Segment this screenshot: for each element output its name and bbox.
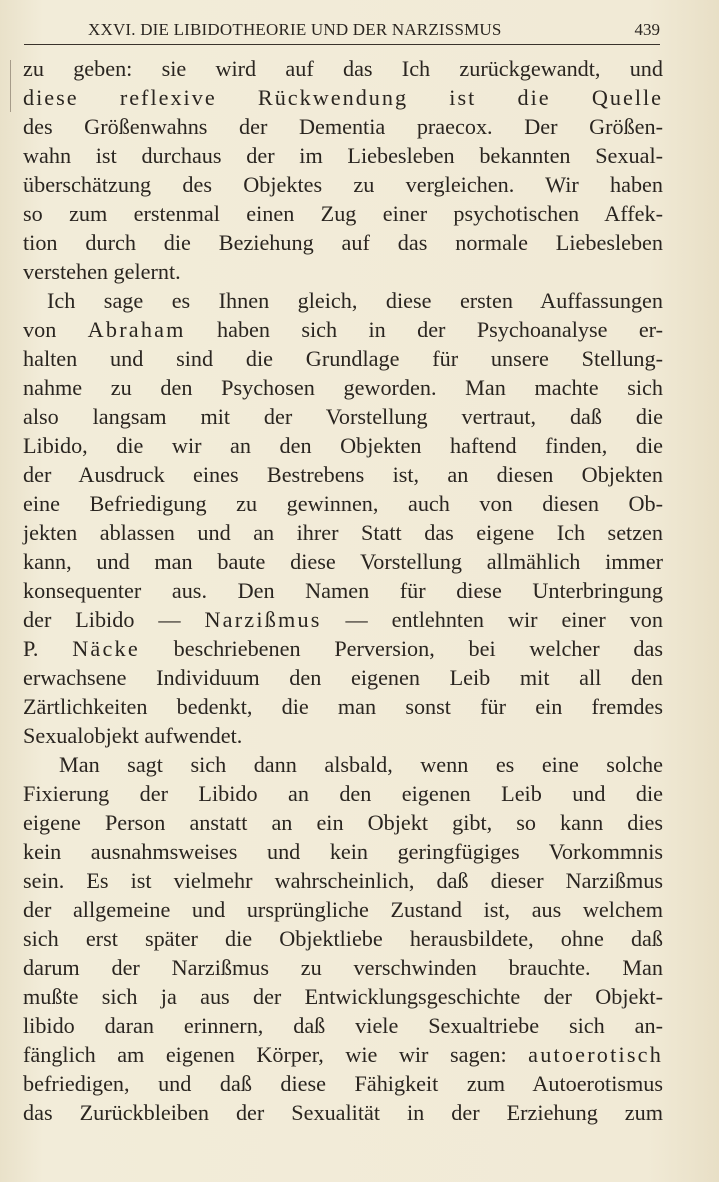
text-line: überschätzung des Objektes zu vergleichen. Wir haben — [23, 172, 663, 197]
text-line: diese reflexive Rückwendung ist die Quelle — [23, 85, 663, 110]
text-line: kein ausnahmsweises und kein geringfügiges Vorkommnis — [23, 839, 663, 864]
text-line — [23, 634, 663, 663]
text-line: so zum erstenmal einen Zug einer psychotischen Affek- — [23, 201, 663, 226]
text-line — [23, 605, 663, 634]
text-line: des Größenwahns der Dementia praecox. Der Größen- — [23, 114, 663, 139]
text-line: Fixierung der Libido an den eigenen Leib und die — [23, 781, 663, 806]
text-line: eine Befriedigung zu gewinnen, auch von diesen Ob- — [23, 491, 663, 516]
text-line: der allgemeine und ursprüngliche Zustand ist, aus welchem — [23, 897, 663, 922]
text-line: erwachsene Individuum den eigenen Leib mit all den — [23, 665, 663, 690]
running-header — [24, 18, 660, 45]
body-text — [23, 54, 663, 1127]
margin-pencil-mark — [10, 60, 11, 112]
text-span: der Libido — — [23, 607, 205, 632]
term-narzissmus: Narzißmus — [204, 607, 322, 632]
text-line: darum der Narzißmus zu verschwinden brauchte. Man — [23, 955, 663, 980]
text-line: der Ausdruck eines Bestrebens ist, an diesen Objekten — [23, 462, 663, 487]
text-line: Libido, die wir an den Objekten haftend finden, die — [23, 433, 663, 458]
text-line: also langsam mit der Vorstellung vertraut, daß die — [23, 404, 663, 429]
text-span: beschriebenen Perversion, bei welcher das — [139, 636, 663, 661]
text-line: tion durch die Beziehung auf das normale Liebesleben — [23, 230, 663, 255]
text-line: verstehen gelernt. — [23, 259, 181, 284]
text-line: konsequenter aus. Den Namen für diese Unterbringung — [23, 578, 663, 603]
text-line: eigene Person anstatt an ein Objekt gibt, so kann dies — [23, 810, 663, 835]
text-line — [23, 1040, 663, 1069]
author-name-naecke: Näcke — [72, 636, 140, 661]
text-line: sich erst später die Objektliebe herausbildete, ohne daß — [23, 926, 663, 951]
text-line: Man sagt sich dann alsbald, wenn es eine solche — [59, 752, 663, 777]
text-line: wahn ist durchaus der im Liebesleben bekannten Sexual- — [23, 143, 663, 168]
page-number: 439 — [634, 20, 660, 39]
text-line: das Zurückbleiben der Sexualität in der Erziehung zum — [23, 1100, 663, 1125]
text-line: kann, und man baute diese Vorstellung allmählich immer — [23, 549, 663, 574]
text-line: befriedigen, und daß diese Fähigkeit zum Autoerotismus — [23, 1071, 663, 1096]
text-line: nahme zu den Psychosen geworden. Man machte sich — [23, 375, 663, 400]
text-line: libido daran erinnern, daß viele Sexualtriebe sich an- — [23, 1013, 663, 1038]
running-title: XXVI. DIE LIBIDOTHEORIE UND DER NARZISSMUS — [88, 20, 502, 39]
text-line: jekten ablassen und an ihrer Statt das eigene Ich setzen — [23, 520, 663, 545]
text-line: sein. Es ist vielmehr wahrscheinlich, daß dieser Narzißmus — [23, 868, 663, 893]
text-line — [23, 315, 663, 344]
text-line: Ich sage es Ihnen gleich, diese ersten Auffassungen — [47, 288, 663, 313]
text-line: Zärtlichkeiten bedenkt, die man sonst für ein fremdes — [23, 694, 663, 719]
text-line: halten und sind die Grundlage für unsere Stellung- — [23, 346, 663, 371]
text-span: — entlehnten wir einer von — [321, 607, 663, 632]
text-span: von — [23, 317, 88, 342]
term-autoerotisch: autoerotisch — [528, 1042, 663, 1067]
text-line: zu geben: sie wird auf das Ich zurückgewandt, und — [23, 56, 663, 81]
text-span: haben sich in der Psychoanalyse er- — [185, 317, 664, 342]
text-line: Sexualobjekt aufwendet. — [23, 723, 243, 748]
author-name-abraham: Abraham — [87, 317, 186, 342]
text-span: fänglich am eigenen Körper, wie wir sagen: — [23, 1042, 529, 1067]
text-span: P. — [23, 636, 73, 661]
text-line: mußte sich ja aus der Entwicklungsgeschichte der Objekt- — [23, 984, 663, 1009]
